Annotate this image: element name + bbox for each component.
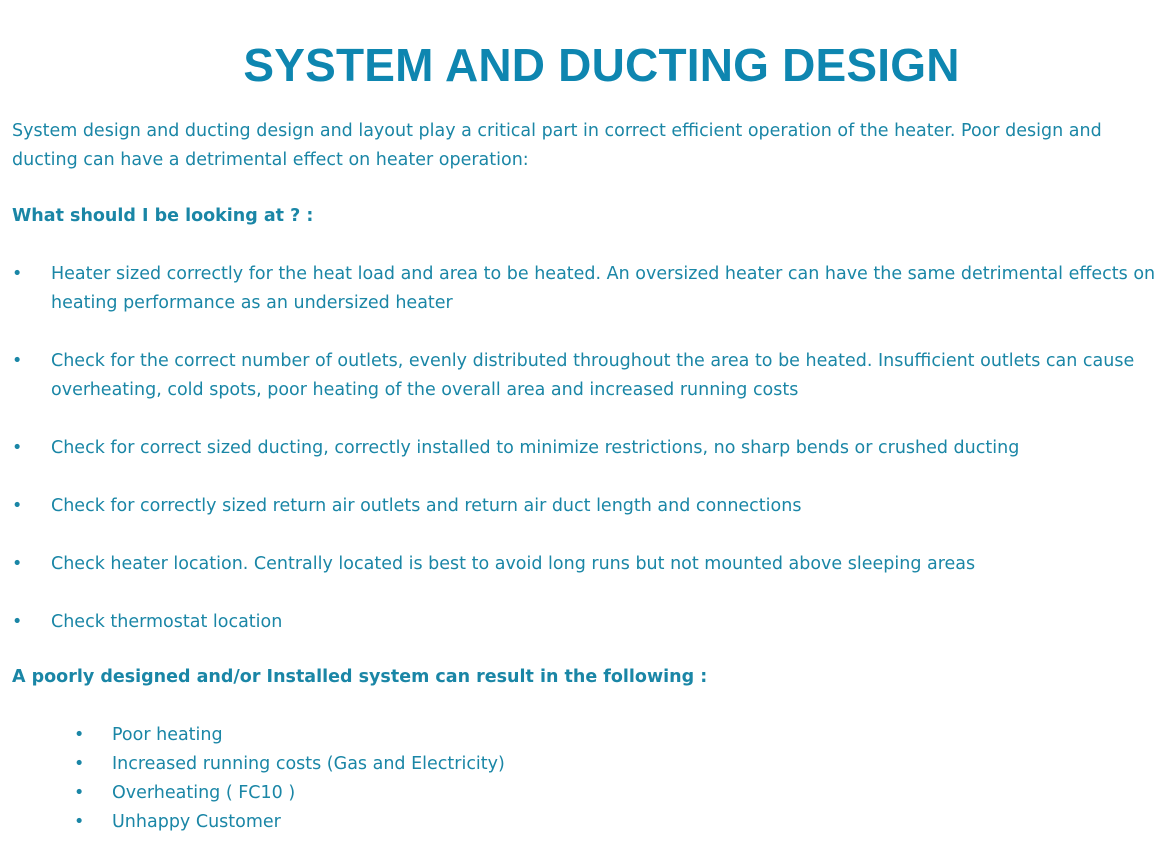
result-text: Increased running costs (Gas and Electricity) [112, 754, 505, 774]
check-text: Check thermostat location [51, 612, 283, 632]
list-item [74, 779, 505, 808]
bullet-icon: • [12, 264, 23, 284]
results-list [74, 721, 505, 837]
list-item [12, 492, 1170, 521]
check-text: Check heater location. Centrally located is best to avoid long runs but not mounted above sleeping areas [51, 554, 976, 574]
bullet-icon: • [12, 496, 23, 516]
bullet-icon: • [74, 783, 85, 803]
list-item [74, 721, 505, 750]
list-item [74, 808, 505, 837]
intro-paragraph: System design and ducting design and layout play a critical part in correct efficient operation of the heater. Poor design and ducting can have a detrimental effect on heater operation: [12, 121, 1102, 170]
check-text: Check for correct sized ducting, correctly installed to minimize restrictions, no sharp bends or crushed ducting [51, 438, 1020, 458]
list-item [12, 260, 1170, 318]
check-text: Heater sized correctly for the heat load and area to be heated. An oversized heater can have the same detrimental effects on heating performance as an undersized heater [51, 264, 1156, 313]
list-item [12, 347, 1170, 405]
bullet-icon: • [12, 612, 23, 632]
list-item [12, 434, 1170, 463]
page-title: SYSTEM AND DUCTING DESIGN [243, 38, 960, 91]
bullet-icon: • [12, 351, 23, 371]
list-item [12, 550, 1170, 579]
bullet-icon: • [74, 812, 85, 832]
question-heading: What should I be looking at ? : [12, 206, 314, 226]
list-item [12, 608, 1170, 637]
bullet-icon: • [12, 554, 23, 574]
check-text: Check for correctly sized return air outlets and return air duct length and connections [51, 496, 802, 516]
list-item [74, 750, 505, 779]
result-text: Poor heating [112, 725, 223, 745]
bullet-icon: • [74, 725, 85, 745]
result-text: Overheating ( FC10 ) [112, 783, 296, 803]
result-text: Unhappy Customer [112, 812, 281, 832]
check-text: Check for the correct number of outlets, evenly distributed throughout the area to be heated. Insufficient outlets can cause overheating, cold spots, poor heating of the overall area and increased running costs [51, 351, 1135, 400]
results-heading: A poorly designed and/or Installed system can result in the following : [12, 667, 708, 687]
checklist [12, 260, 1170, 666]
bullet-icon: • [12, 438, 23, 458]
bullet-icon: • [74, 754, 85, 774]
